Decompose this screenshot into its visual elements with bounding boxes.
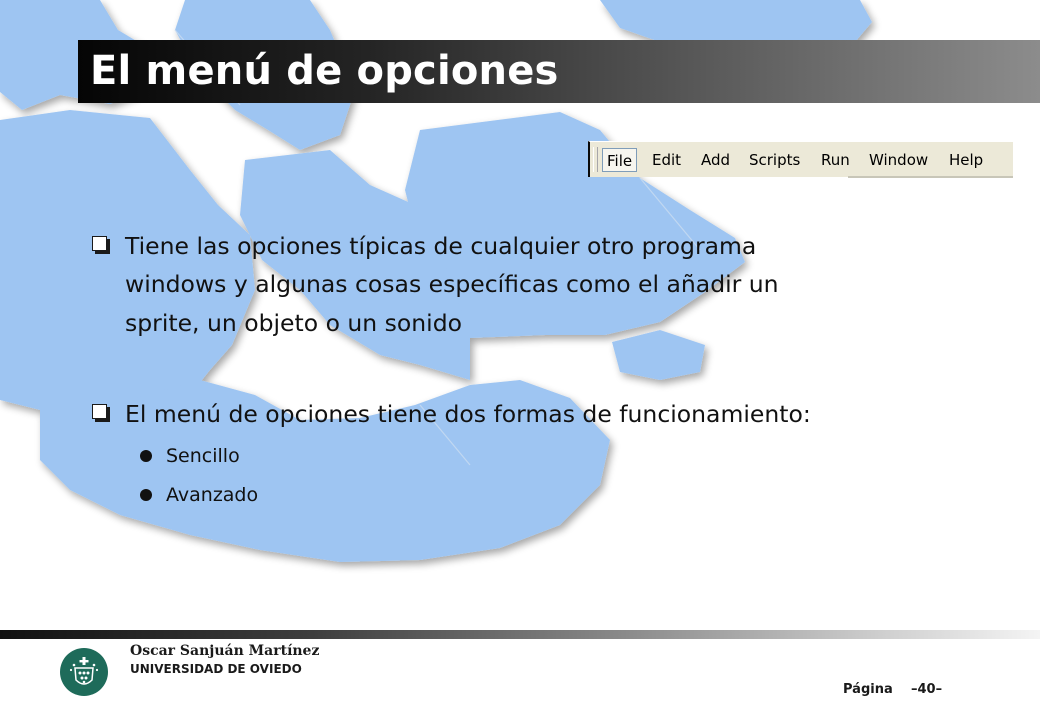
university-name: UNIVERSIDAD DE OVIEDO	[130, 662, 302, 676]
sub-bullet-avanzado: Avanzado	[166, 484, 259, 506]
bullet-1-line-3: sprite, un objeto o un sonido	[125, 309, 463, 337]
toolbar-grip	[593, 147, 598, 172]
footer-divider	[0, 630, 1040, 639]
menu-item-add[interactable]: Add	[701, 151, 731, 169]
checkbox-bullet-icon	[92, 236, 107, 251]
menu-item-run[interactable]: Run	[821, 151, 850, 169]
bullet-2-line-1: El menú de opciones tiene dos formas de funcionamiento:	[125, 400, 811, 428]
page-number: –40–	[911, 682, 943, 697]
menu-item-file[interactable]: File	[602, 148, 637, 172]
menu-item-help[interactable]: Help	[949, 151, 984, 169]
checkbox-bullet-icon	[92, 404, 107, 419]
menu-bar	[588, 141, 1013, 177]
bullet-1-line-2: windows y algunas cosas específicas como el añadir un	[125, 270, 779, 298]
title-bar	[78, 40, 1040, 103]
menu-item-scripts[interactable]: Scripts	[749, 151, 801, 169]
bullet-1-line-1: Tiene las opciones típicas de cualquier otro programa	[125, 232, 757, 260]
author-name: Oscar Sanjuán Martínez	[130, 643, 320, 659]
round-bullet-icon	[140, 450, 152, 462]
page-label: Página	[843, 682, 893, 697]
sub-bullet-sencillo: Sencillo	[166, 445, 240, 467]
page-title: El menú de opciones	[90, 48, 559, 94]
menu-item-window[interactable]: Window	[869, 151, 929, 169]
menu-bar-divider	[848, 176, 1013, 178]
university-logo-icon	[60, 648, 108, 696]
round-bullet-icon	[140, 489, 152, 501]
menu-item-edit[interactable]: Edit	[652, 151, 682, 169]
